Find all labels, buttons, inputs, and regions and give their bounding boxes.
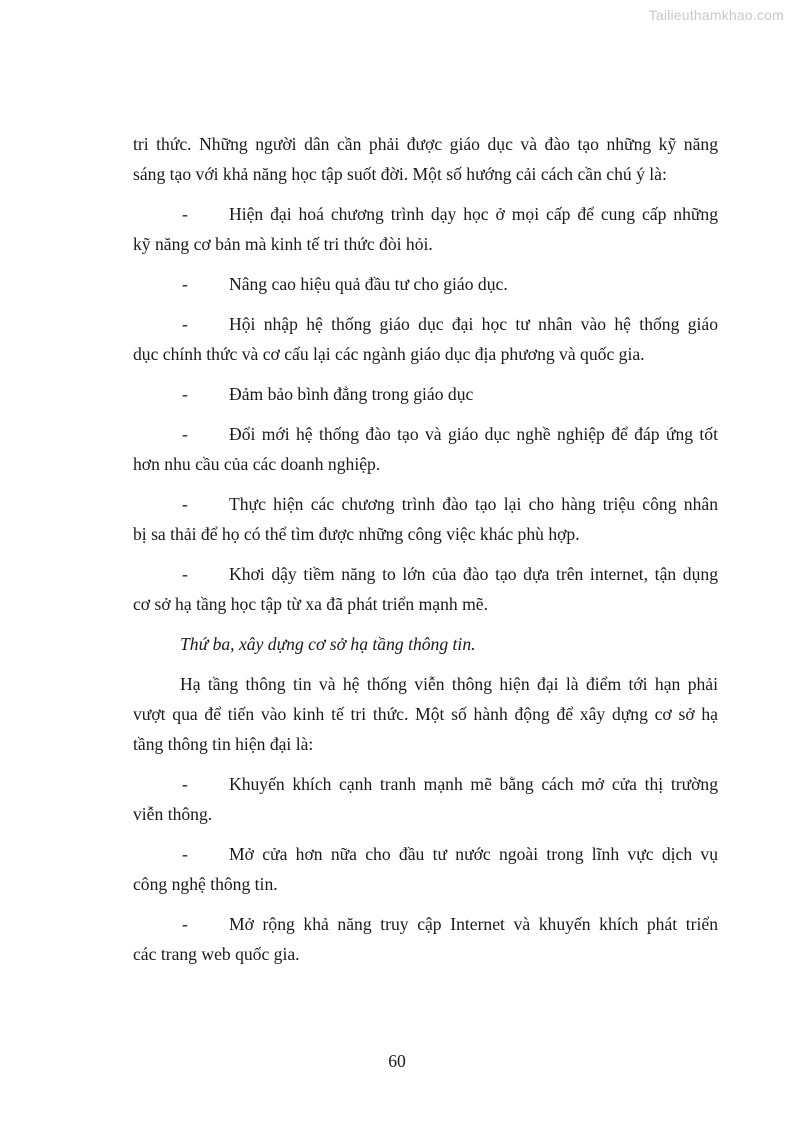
- text-line: kỹ năng cơ bản mà kinh tế tri thức đòi hỏi.: [133, 234, 433, 254]
- bullet-first-line: [133, 199, 718, 229]
- text-line: cơ sở hạ tầng học tập từ xa đã phát triển mạnh mẽ.: [133, 594, 488, 614]
- paragraph: [133, 129, 718, 189]
- bullet-dash: -: [182, 844, 188, 864]
- bullet-dash: -: [182, 914, 188, 934]
- bullet-first-line: [133, 909, 718, 939]
- line-text: Mở rộng khả năng truy cập Internet và khuyến khích phát triển: [229, 914, 718, 934]
- text-line: sáng tạo với khả năng học tập suốt đời. Một số hướng cải cách cần chú ý là:: [133, 164, 667, 184]
- bullet-item: [133, 909, 718, 969]
- bullet-item: [133, 559, 718, 619]
- text-line: các trang web quốc gia.: [133, 944, 300, 964]
- bullet-first-line: [133, 269, 718, 299]
- text-line: Hạ tầng thông tin và hệ thống viễn thông hiện đại là điểm tới hạn phải: [180, 674, 718, 694]
- page-body: [133, 129, 718, 969]
- text-line: Thứ ba, xây dựng cơ sở hạ tầng thông tin.: [180, 634, 476, 654]
- bullet-dash: -: [182, 314, 188, 334]
- text-line: viễn thông.: [133, 804, 213, 824]
- text-line: hơn nhu cầu của các doanh nghiệp.: [133, 454, 381, 474]
- text-line: vượt qua để tiến vào kinh tế tri thức. Một số hành động để xây dựng cơ sở hạ: [133, 704, 718, 724]
- bullet-item: [133, 309, 718, 369]
- section-heading: [133, 629, 718, 659]
- line-text: Khuyến khích cạnh tranh mạnh mẽ bằng cách mở cửa thị trường: [229, 774, 718, 794]
- bullet-item: [133, 419, 718, 479]
- bullet-dash: -: [182, 274, 188, 294]
- line-text: Thực hiện các chương trình đào tạo lại cho hàng triệu công nhân: [229, 494, 718, 514]
- line-text: Mở cửa hơn nữa cho đầu tư nước ngoài trong lĩnh vực dịch vụ: [229, 844, 718, 864]
- watermark: Tailieuthamkhao.com: [648, 7, 784, 23]
- bullet-first-line: [133, 489, 718, 519]
- bullet-first-line: [133, 309, 718, 339]
- line-text: Đổi mới hệ thống đào tạo và giáo dục nghề nghiệp để đáp ứng tốt: [229, 424, 718, 444]
- line-text: Hội nhập hệ thống giáo dục đại học tư nhân vào hệ thống giáo: [229, 314, 718, 334]
- page-number: 60: [388, 1051, 406, 1071]
- bullet-item: [133, 269, 718, 299]
- text-line: tri thức. Những người dân cần phải được giáo dục và đào tạo những kỹ năng: [133, 134, 718, 154]
- paragraph: [133, 669, 718, 759]
- bullet-item: [133, 199, 718, 259]
- bullet-first-line: [133, 379, 718, 409]
- bullet-dash: -: [182, 494, 188, 514]
- line-text: Nâng cao hiệu quả đầu tư cho giáo dục.: [229, 274, 508, 294]
- line-text: Hiện đại hoá chương trình dạy học ở mọi cấp để cung cấp những: [229, 204, 718, 224]
- bullet-dash: -: [182, 384, 188, 404]
- bullet-first-line: [133, 419, 718, 449]
- bullet-item: [133, 379, 718, 409]
- bullet-item: [133, 769, 718, 829]
- bullet-first-line: [133, 839, 718, 869]
- text-line: dục chính thức và cơ cấu lại các ngành giáo dục địa phương và quốc gia.: [133, 344, 645, 364]
- bullet-dash: -: [182, 774, 188, 794]
- line-text: Khơi dậy tiềm năng to lớn của đào tạo dựa trên internet, tận dụng: [229, 564, 718, 584]
- bullet-item: [133, 489, 718, 549]
- bullet-dash: -: [182, 424, 188, 444]
- bullet-dash: -: [182, 204, 188, 224]
- bullet-first-line: [133, 559, 718, 589]
- text-line: tầng thông tin hiện đại là:: [133, 734, 314, 754]
- bullet-dash: -: [182, 564, 188, 584]
- text-line: bị sa thải để họ có thể tìm được những công việc khác phù hợp.: [133, 524, 580, 544]
- text-line: công nghệ thông tin.: [133, 874, 278, 894]
- bullet-item: [133, 839, 718, 899]
- line-text: Đảm bảo bình đẳng trong giáo dục: [229, 384, 474, 404]
- bullet-first-line: [133, 769, 718, 799]
